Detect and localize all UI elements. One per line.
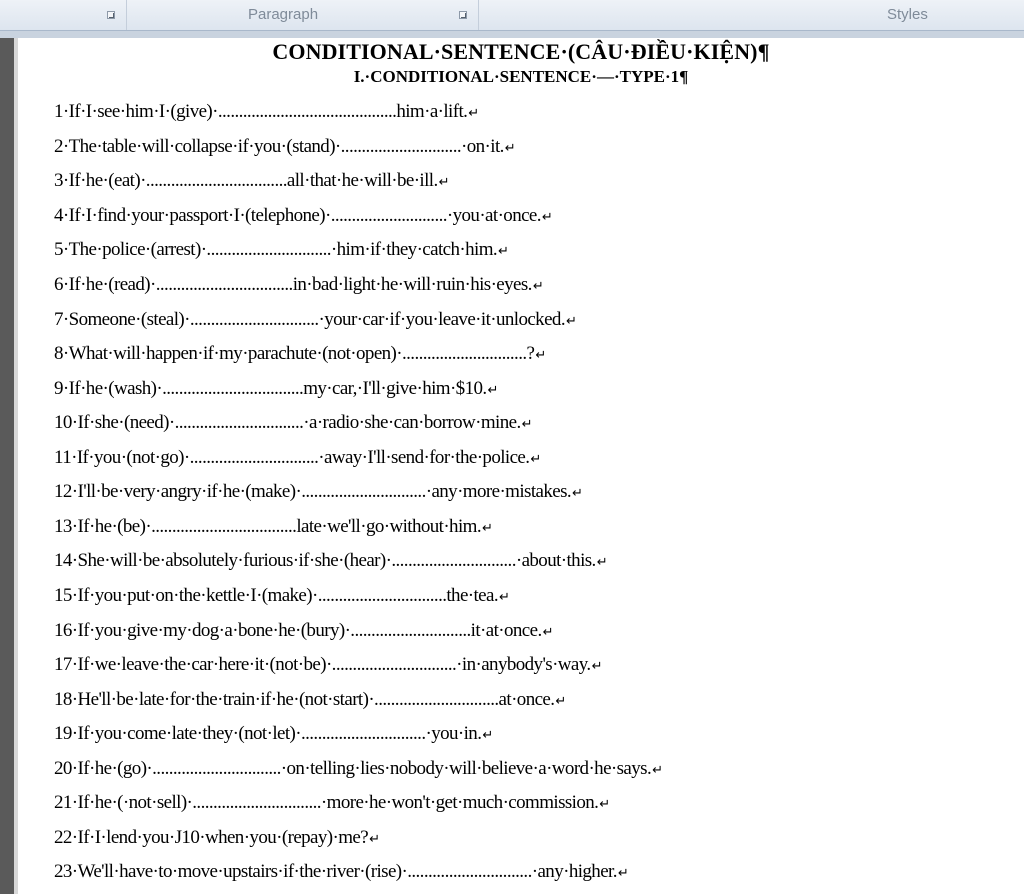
question-text: 7·Someone·(steal)·...............................·your·car·if·you·leave·it·unlocked. <box>54 309 565 330</box>
list-item[interactable] <box>54 685 566 715</box>
list-item[interactable] <box>54 132 515 162</box>
question-text: 6·If·he·(read)·.................................in·bad·light·he·will·ruin·his·eyes. <box>54 274 532 295</box>
ribbon-separator <box>126 0 127 30</box>
return-mark: ↵ <box>504 141 516 156</box>
window-left-margin <box>0 38 14 894</box>
question-text: 18·He'll·be·late·for·the·train·if·he·(not·start)·..............................at·once. <box>54 689 555 710</box>
return-mark: ↵ <box>530 452 541 467</box>
list-item[interactable] <box>54 374 498 404</box>
paragraph-dialog-launcher-icon[interactable] <box>459 11 467 19</box>
list-item[interactable] <box>54 857 628 887</box>
question-text: 15·If·you·put·on·the·kettle·I·(make)·...............................the·tea. <box>54 585 499 606</box>
list-item[interactable] <box>54 719 493 749</box>
return-mark: ↵ <box>596 555 608 570</box>
question-text: 3·If·he·(eat)·..................................all·that·he·will·be·ill. <box>54 170 438 191</box>
question-text: 1·If·I·see·him·I·(give)·...........................................him·a·lift. <box>54 101 468 122</box>
question-text: 23·We'll·have·to·move·upstairs·if·the·river·(rise)·..............................·any·higher. <box>54 861 617 882</box>
paragraph-group-label: Paragraph <box>248 6 319 23</box>
list-item[interactable] <box>54 754 662 784</box>
return-mark: ↵ <box>599 797 610 812</box>
return-mark: ↵ <box>481 521 493 536</box>
list-item[interactable] <box>54 477 582 507</box>
list-item[interactable] <box>54 97 479 127</box>
return-mark: ↵ <box>542 625 553 640</box>
return-mark: ↵ <box>652 763 663 778</box>
title-text: CONDITIONAL·SENTENCE·(CÂU·ĐIỀU·KIỆN) <box>272 39 758 64</box>
question-text: 9·If·he·(wash)·..................................my·car,·I'll·give·him·$10. <box>54 378 487 399</box>
return-mark: ↵ <box>572 486 583 501</box>
return-mark: ↵ <box>498 244 509 259</box>
styles-group-label: Styles <box>887 6 928 23</box>
return-mark: ↵ <box>369 832 380 847</box>
question-text: 22·If·I·lend·you·J10·when·you·(repay)·me? <box>54 827 369 848</box>
list-item[interactable] <box>54 823 379 853</box>
ruler-gap <box>0 31 1024 38</box>
question-text: 19·If·you·come·late·they·(not·let)·..............................·you·in. <box>54 723 482 744</box>
list-item[interactable] <box>54 581 509 611</box>
list-item[interactable] <box>54 305 576 335</box>
question-text: 2·The·table·will·collapse·if·you·(stand)·.............................·on·it. <box>54 136 504 157</box>
return-mark: ↵ <box>487 383 498 398</box>
return-mark: ↵ <box>499 590 510 605</box>
list-item[interactable] <box>54 616 553 646</box>
question-text: 10·If·she·(need)·...............................·a·radio·she·can·borrow·mine. <box>54 412 521 433</box>
question-text: 4·If·I·find·your·passport·I·(telephone)·............................·you·at·once. <box>54 205 541 226</box>
document-page[interactable] <box>18 38 1024 894</box>
list-item[interactable] <box>54 270 543 300</box>
question-text: 8·What·will·happen·if·my·parachute·(not·open)·..............................? <box>54 343 535 364</box>
question-text: 13·If·he·(be)·...................................late·we'll·go·without·him. <box>54 516 481 537</box>
return-mark: ↵ <box>565 314 577 329</box>
subtitle-text: I.·CONDITIONAL·SENTENCE·—·TYPE·1 <box>353 67 680 86</box>
document-title <box>18 39 1024 65</box>
return-mark: ↵ <box>521 417 532 432</box>
return-mark: ↵ <box>617 866 629 881</box>
list-item[interactable] <box>54 788 610 818</box>
list-item[interactable] <box>54 650 602 680</box>
list-item[interactable] <box>54 339 546 369</box>
list-item[interactable] <box>54 443 541 473</box>
pilcrow-mark: ¶ <box>757 39 770 64</box>
question-text: 17·If·we·leave·the·car·here·it·(not·be)·..............................·in·anybody's·way. <box>54 654 591 675</box>
question-text: 11·If·you·(not·go)·...............................·away·I'll·send·for·the·police. <box>54 447 530 468</box>
list-item[interactable] <box>54 235 508 265</box>
return-mark: ↵ <box>532 279 544 294</box>
ribbon-group-bar <box>0 0 1024 31</box>
question-text: 21·If·he·(·not·sell)·...............................·more·he·won't·get·much·commission. <box>54 792 599 813</box>
list-item[interactable] <box>54 546 607 576</box>
return-mark: ↵ <box>555 694 566 709</box>
return-mark: ↵ <box>535 348 546 363</box>
return-mark: ↵ <box>591 659 602 674</box>
question-text: 16·If·you·give·my·dog·a·bone·he·(bury)·.............................it·at·once. <box>54 620 542 641</box>
list-item[interactable] <box>54 201 552 231</box>
pilcrow-mark: ¶ <box>679 67 689 86</box>
return-mark: ↵ <box>482 728 493 743</box>
list-item[interactable] <box>54 166 449 196</box>
question-text: 14·She·will·be·absolutely·furious·if·she·(hear)·..............................·about·this. <box>54 550 596 571</box>
question-text: 12·I'll·be·very·angry·if·he·(make)·..............................·any·more·mistakes. <box>54 481 572 502</box>
question-text: 5·The·police·(arrest)·..............................·him·if·they·catch·him. <box>54 239 498 260</box>
question-text: 20·If·he·(go)·...............................·on·telling·lies·nobody·will·believe·a·word·he·says. <box>54 758 652 779</box>
ribbon-separator <box>478 0 479 30</box>
document-subtitle <box>18 67 1024 87</box>
return-mark: ↵ <box>468 106 479 121</box>
return-mark: ↵ <box>438 175 449 190</box>
list-item[interactable] <box>54 512 492 542</box>
return-mark: ↵ <box>541 210 553 225</box>
font-dialog-launcher-icon[interactable] <box>107 11 115 19</box>
list-item[interactable] <box>54 408 532 438</box>
